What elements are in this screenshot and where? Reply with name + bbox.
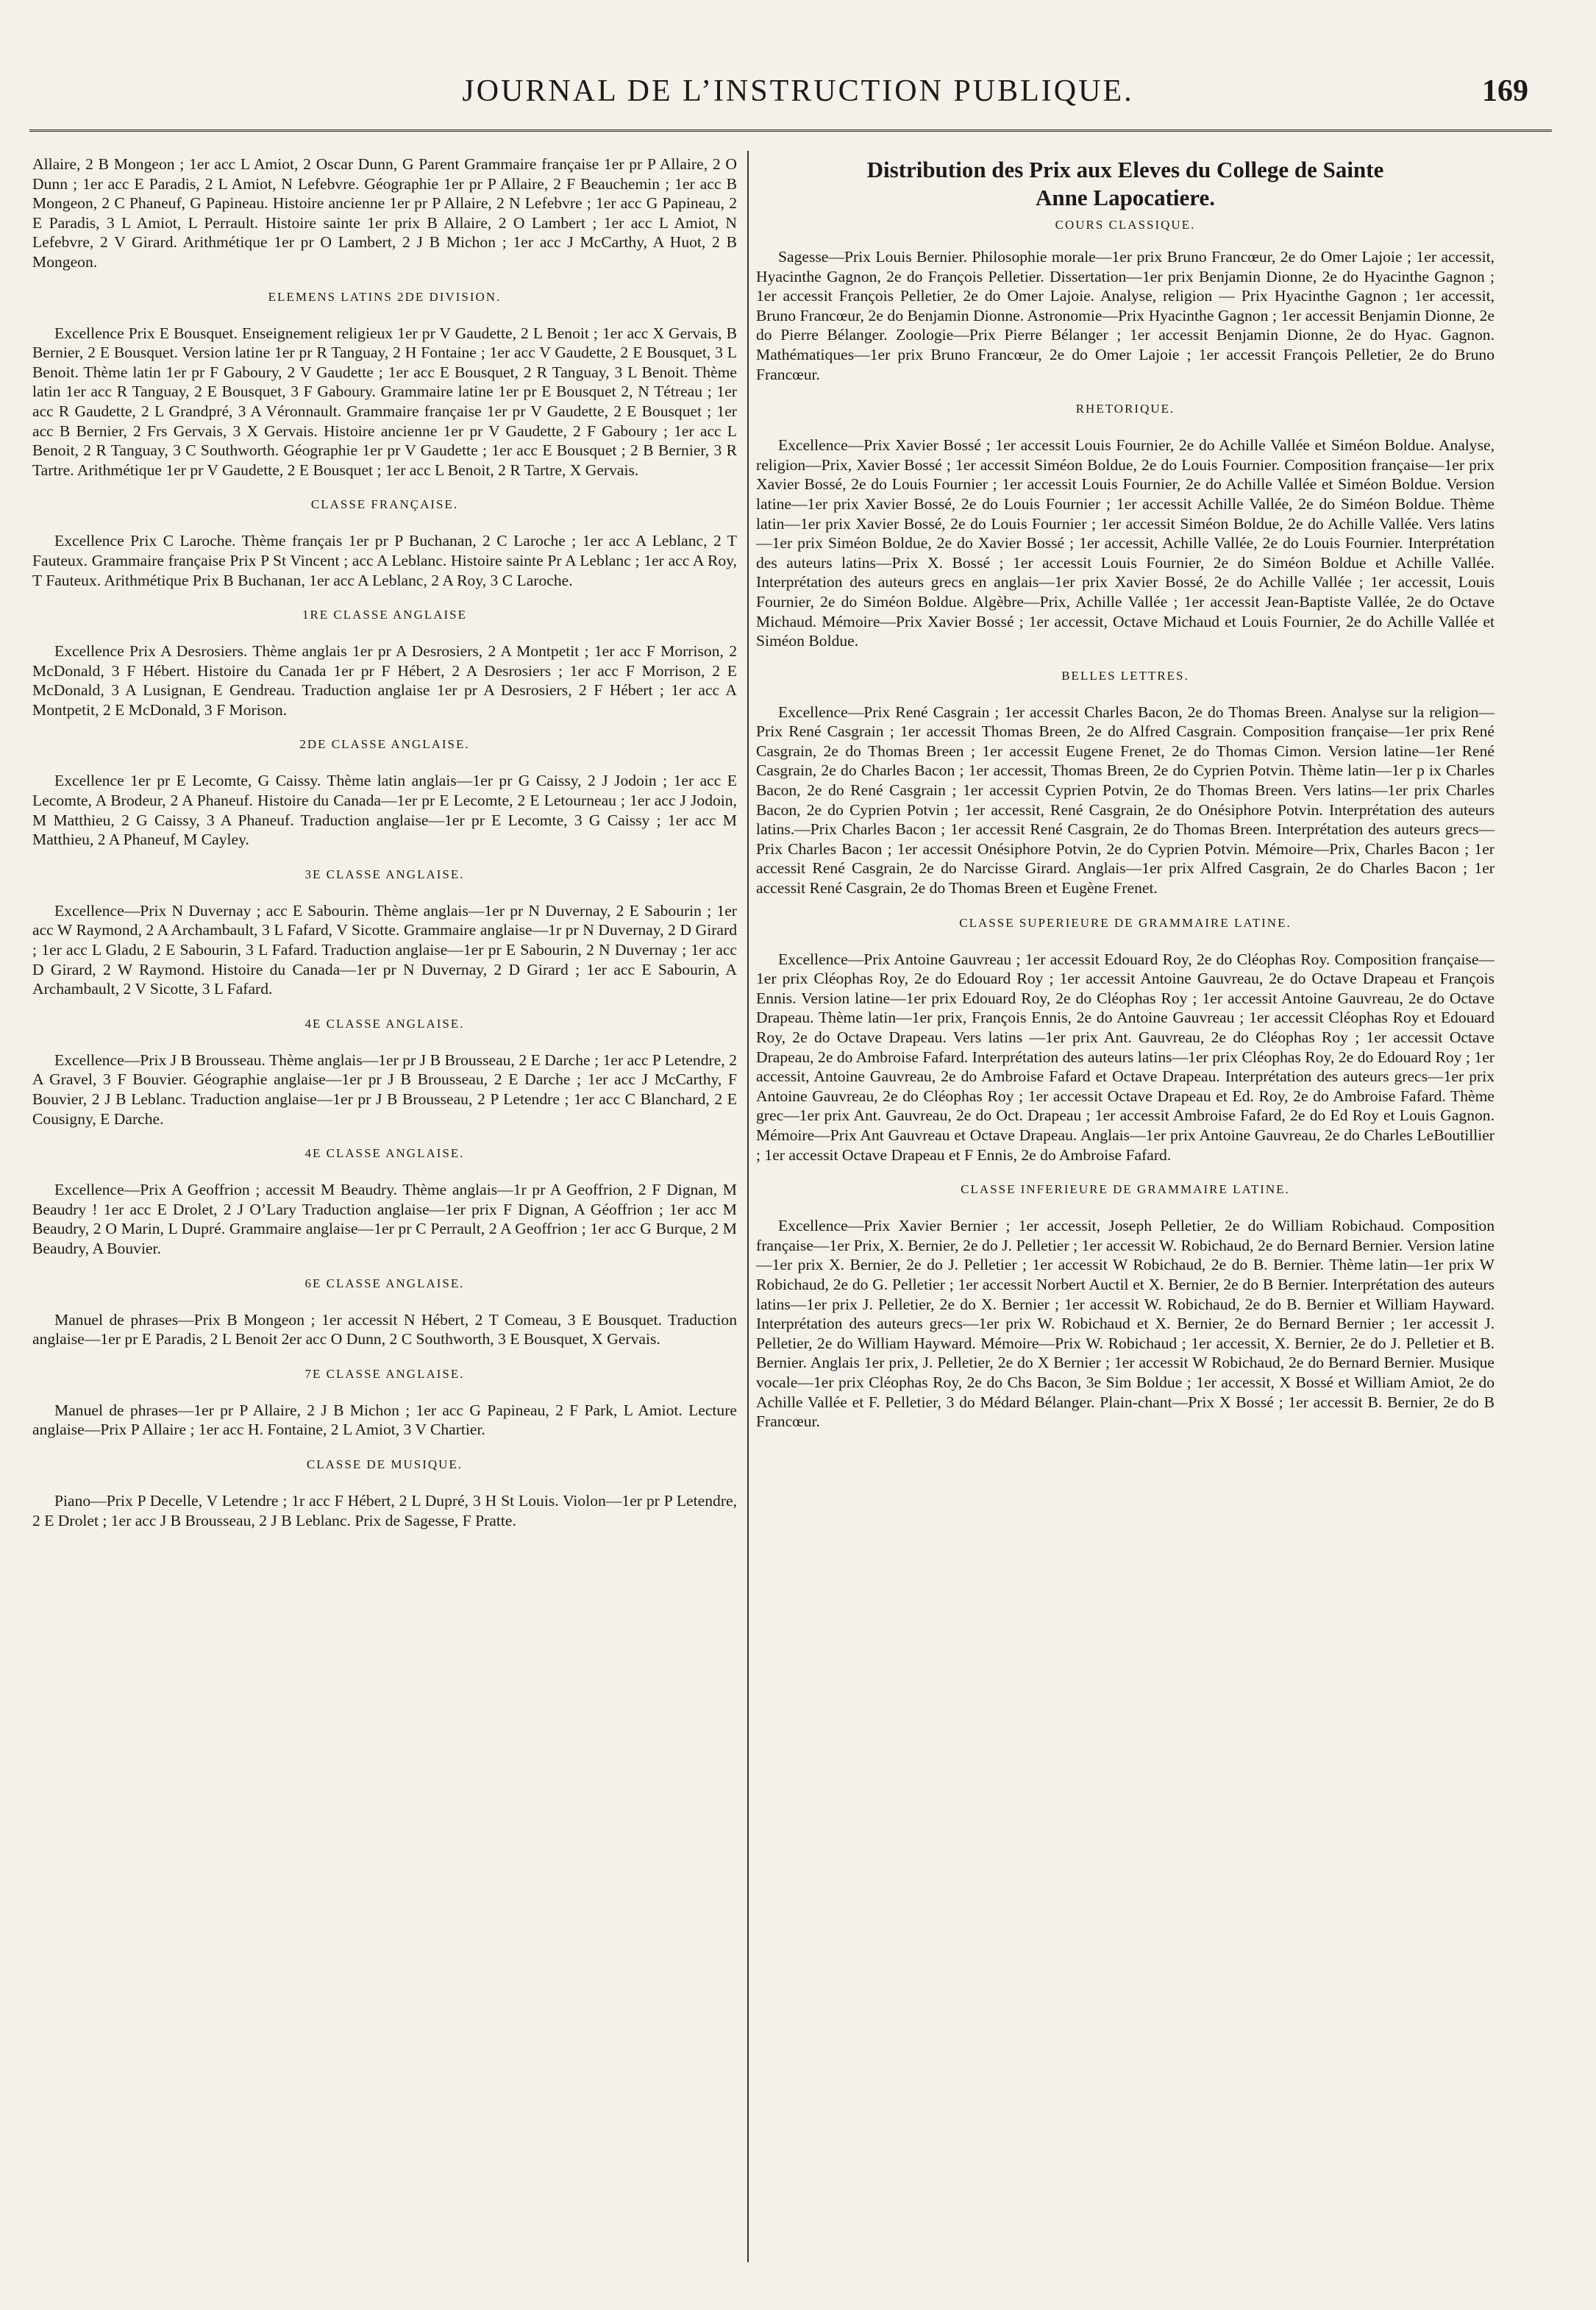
right-column (756, 154, 1495, 1432)
journal-title: JOURNAL DE L’INSTRUCTION PUBLIQUE. (462, 74, 1134, 108)
section-paragraph: Sagesse—Prix Louis Bernier. Philosophie morale—1er prix Bruno Francœur, 2e do Omer Lajoie ; 1er accessit, Hyacinthe Gagnon, 2e do François Pelletier. Dissertation—1er prix Benjamin Dionne, 2e do Hyacinthe Gagnon ; 1er accessit François Pelletier, 2e do Omer Lajoie. Analyse, religion — Prix Hyacinthe Gagnon ; 1er accessit, Bruno Francœur, 2e do Benjamin Dionne. Astronomie—Prix Hyacinthe Gagnon ; 1er accessit Benjamin Dionne, 2e do Pierre Bélanger. Zoologie—Prix Pierre Bélanger ; 1er accessit Benjamin Dionne, 2e do Hyac. Gagnon. Mathématiques—1er prix Bruno Francœur, 2e do Omer Lajoie ; 1er accessit François Pelletier, 2e do Bruno Francœur. (756, 248, 1495, 383)
section-paragraph: Excellence—Prix A Geoffrion ; accessit M Beaudry. Thème anglais—1r pr A Geoffrion, 2 F Dignan, M Beaudry ! 1er acc E Drolet, 2 J O’Lary Traduction anglaise—1er prix F Dignan, A Géoffrion ; 1er acc M Beaudry, 2 O Marin, L Dupré. Grammaire anglaise—1er pr C Perrault, 2 A Geoffrion ; 1er acc G Burque, 2 M Beaudry, A Bouvier. (32, 1181, 737, 1257)
section-heading: 4E CLASSE ANGLAISE. (304, 1016, 465, 1031)
section-paragraph: Excellence Prix E Bousquet. Enseignement religieux 1er pr V Gaudette, 2 L Benoit ; 1er acc X Gervais, B Bernier, 2 E Bousquet. Version latine 1er pr R Tanguay, 2 H Fontaine ; 1er acc V Gaudette, 2 E Bousquet, 3 L Benoit. Thème latin 1er pr F Gaboury, 2 V Gaudette ; 1er acc E Bousquet, 2 R Tanguay, 3 L Benoit. Thème latin 1er acc R Tanguay, 2 E Bousquet, 3 F Gaboury. Grammaire latine 1er pr E Bousquet 2, N Tétreau ; 1er acc R Gaudette, 2 L Grandpré, 3 A Véronnault. Grammaire française 1er pr V Gaudette, 2 E Bousquet ; 1er acc B Bernier, 2 Frs Gervais, 3 X Gervais. Histoire ancienne 1er pr V Gaudette, 2 F Gaboury ; 1er acc L Benoit, 2 R Tanguay, 3 C Southworth. Géographie 1er pr V Gaudette ; 1er acc E Bousquet ; 2 B Bernier, 3 R Tartre. Arithmétique 1er pr V Gaudette, 2 E Bousquet ; 1er acc L Benoit, 2 R Tartre, X Gervais. (32, 324, 737, 479)
section-heading: COURS CLASSIQUE. (1055, 218, 1196, 232)
header-rule (29, 129, 1552, 135)
section-heading: 6E CLASSE ANGLAISE. (304, 1276, 465, 1290)
continued-paragraph: Allaire, 2 B Mongeon ; 1er acc L Amiot, 2 Oscar Dunn, G Parent Grammaire française 1er pr P Allaire, 2 O Dunn ; 1er acc E Paradis, 2 L Amiot, N Lefebvre. Géographie 1er pr P Allaire, 2 F Beauchemin ; 1er acc B Mongeon, 2 C Phaneuf, G Papineau. Histoire ancienne 1er pr P Allaire, 2 N Lefebvre ; 1er acc G Papineau, 2 E Paradis, 3 L Amiot, L Perrault. Histoire sainte 1er prix B Allaire, 2 O Lambert ; 1er acc L Amiot, N Lefebvre, 2 V Girard. Arithmétique 1er pr O Lambert, 2 J B Michon ; 1er acc J McCarthy, A Huot, 2 B Mongeon. (32, 155, 737, 271)
page-number: 169 (1482, 74, 1528, 108)
section-paragraph: Excellence—Prix Antoine Gauvreau ; 1er accessit Edouard Roy, 2e do Cléophas Roy. Composition française—1er prix Cléophas Roy, 2e do Edouard Roy ; 1er accessit Antoine Gauvreau, 2e do Octave Drapeau et François Ennis. Version latine—1er prix Edouard Roy, 2e do Cléophas Roy ; 1er accessit Antoine Gauvreau, 2e do Octave Drapeau. Thème latin—1er prix, François Ennis, 2e do Antoine Gauvreau ; 1er accessit Cléophas Roy et Edouard Roy, 2e do Octave Drapeau. Vers latins —1er prix Ant. Gauvreau, 2e do Cléophas Roy ; 1er accessit Octave Drapeau, 2e do Ambroise Fafard. Interprétation des auteurs latins—1er prix Cléophas Roy, 2e do Edouard Roy ; 1er accessit, Antoine Gauvreau, 2e do Ambroise Fafard et Octave Drapeau. Interprétation des auteurs grecs—1er prix Antoine Gauvreau, 2e do Cléophas Roy ; 1er accessit Octave Drapeau et Ed. Roy, 2e do Ambroise Fafard. Thème grec—1er prix Ant. Gauvreau, 2e do Oct. Drapeau ; 1er accessit Ambroise Fafard, 2e do Ed Roy et Louis Gagnon. Mémoire—Prix Ant Gauvreau et Octave Drapeau. Anglais—1er prix Antoine Gauvreau, 2e do Charles LeBoutillier ; 1er accessit Octave Drapeau et F Ennis, 2e do Ambroise Fafard. (756, 950, 1495, 1164)
section-paragraph: Piano—Prix P Decelle, V Letendre ; 1r acc F Hébert, 2 L Dupré, 3 H St Louis. Violon—1er pr P Letendre, 2 E Drolet ; 1er acc J B Brousseau, 2 J B Leblanc. Prix de Sagesse, F Pratte. (32, 1491, 737, 1529)
section-paragraph: Manuel de phrases—Prix B Mongeon ; 1er accessit N Hébert, 2 T Comeau, 3 E Bousquet. Traduction anglaise—1er pr E Paradis, 2 L Benoit 2er acc O Dunn, 2 C Southworth, 3 E Bousquet, X Gervais. (32, 1310, 737, 1348)
section-heading: 7E CLASSE ANGLAISE. (304, 1366, 465, 1381)
section-paragraph: Excellence—Prix René Casgrain ; 1er accessit Charles Bacon, 2e do Thomas Breen. Analyse sur la religion—Prix René Casgrain ; 1er accessit Thomas Breen, 2e do Alfred Casgrain. Composition française—1er prix René Casgrain, 2e do Thomas Breen ; 1er accessit Eugene Frenet, 2e do Thomas Cimon. Version latine—1er René Casgrain, 2e do Charles Bacon ; 1er accessit, Thomas Breen, 2e do Cyprien Potvin. Thème latin—1er p ix Charles Bacon, 2e do René Casgrain ; 1er accessit Cyprien Potvin, 2e do Thomas Breen. Vers latins—1er prix Charles Bacon, 2e do Cyprien Potvin ; 1er accessit, René Casgrain, 2e do Onésiphore Potvin. Interprétation des auteurs latins.—Prix Charles Bacon ; 1er accessit René Casgrain, 2e do Thomas Breen. Interprétation des auteurs grecs—Prix Charles Bacon ; 1er accessit Onésiphore Potvin, 2e do Cyprien Potvin. Mémoire—Prix, Charles Bacon ; 1er accessit René Casgrain, 2e do Narcisse Girard. Anglais—1er prix Alfred Casgrain, 2e do Charles Bacon ; 1er accessit René Casgrain, 2e do Thomas Breen et Eugène Frenet. (756, 703, 1495, 898)
section-paragraph: Excellence Prix A Desrosiers. Thème anglais 1er pr A Desrosiers, 2 A Montpetit ; 1er acc F Morrison, 2 McDonald, 3 F Hébert. Histoire du Canada 1er pr F Hébert, 2 A Desrosiers ; 1er acc F Morrison, 2 E McDonald, 3 A Lusignan, E Gendreau. Traduction anglaise 1er pr A Desrosiers, 2 F Hébert ; 1er acc A Montpetit, 2 E McDonald, 3 F Morison. (32, 642, 737, 719)
section-heading: CLASSE FRANÇAISE. (310, 497, 459, 512)
section-heading: CLASSE DE MUSIQUE. (306, 1457, 463, 1471)
column-divider (747, 151, 749, 2262)
article-title: Distribution des Prix aux Eleves du College de Sainte (866, 157, 1384, 182)
section-heading: 3E CLASSE ANGLAISE. (304, 867, 465, 881)
section-paragraph: Excellence—Prix Xavier Bernier ; 1er accessit, Joseph Pelletier, 2e do William Robichaud. Composition française—1er Prix, X. Bernier, 2e do J. Pelletier ; 1er accessit W. Robichaud, 2e do Bernard Bernier. Version latine—1er prix X. Bernier, 2e do J. Pelletier ; 1er accessit W Robichaud, 2e do B. Bernier. Thème latin—1er prix W Robichaud, 2e do G. Pelletier ; 1er accessit Norbert Auctil et X. Bernier, 2e do B Bernier. Interprétation des auteurs latins—1er prix J. Pelletier, 2e do X. Bernier ; 1er accessit W. Robichaud, 2e do B. Bernier et William Hayward. Interprétation des auteurs grecs—1er prix W. Robichaud et X. Bernier, 2e do Bernard Bernier ; 1er accessit J. Pelletier, 2e do William Hayward. Mémoire—Prix W. Robichaud ; 1er accessit, X. Bernier, 2e do J. Pelletier et B. Bernier. Anglais 1er prix, J. Pelletier, 2e do X Bernier ; 1er accessit W Robichaud, 2e do Bernard Bernier. Musique vocale—1er prix Cléophas Roy, 2e do Chs Bacon, 3e Sim Boldue ; 1er accessit, X Bossé et William Amiot, 2e do Achille Vallée et F. Pelletier, 3 do Médard Bélanger. Plain-chant—Prix X Bossé ; 1er accessit B. Bernier, 2e do B Francœur. (756, 1217, 1495, 1431)
section-heading: CLASSE INFERIEURE DE GRAMMAIRE LATINE. (961, 1182, 1290, 1197)
section-heading: 2DE CLASSE ANGLAISE. (299, 737, 470, 752)
section-heading: CLASSE SUPERIEURE DE GRAMMAIRE LATINE. (959, 915, 1292, 930)
section-paragraph: Manuel de phrases—1er pr P Allaire, 2 J B Michon ; 1er acc G Papineau, 2 F Park, L Amiot. Lecture anglaise—Prix P Allaire ; 1er acc H. Fontaine, 2 L Amiot, 3 V Chartier. (32, 1401, 737, 1439)
page-header (29, 74, 1567, 118)
left-column (32, 154, 737, 1530)
section-heading: BELLES LETTRES. (1061, 668, 1189, 683)
section-paragraph: Excellence Prix C Laroche. Thème français 1er pr P Buchanan, 2 C Laroche ; 1er acc A Leblanc, 2 T Fauteux. Grammaire française Prix P St Vincent ; acc A Leblanc. Histoire sainte Pr A Leblanc ; 1er acc A Roy, T Fauteux. Arithmétique Prix B Buchanan, 1er acc A Leblanc, 2 A Roy, 3 C Laroche. (32, 532, 737, 589)
section-heading: 4E CLASSE ANGLAISE. (304, 1146, 465, 1161)
section-paragraph: Excellence—Prix N Duvernay ; acc E Sabourin. Thème anglais—1er pr N Duvernay, 2 E Sabourin ; 1er acc W Raymond, 2 A Archambault, 3 L Fafard, V Sicotte. Grammaire anglaise—1r pr N Duvernay, 2 D Girard ; 1er acc L Gladu, 2 E Sabourin, 3 L Fafard. Traduction anglaise—1er pr E Sabourin, 2 N Duvernay ; 1er acc D Girard, 2 W Raymond. Histoire du Canada—1er pr N Duvernay, 2 D Girard ; 1er acc E Sabourin, A Archambault, 2 V Sicotte, 3 L Fafard. (32, 901, 737, 998)
section-paragraph: Excellence 1er pr E Lecomte, G Caissy. Thème latin anglais—1er pr G Caissy, 2 J Jodoin ; 1er acc E Lecomte, A Brodeur, 2 A Phaneuf. Histoire du Canada—1er pr E Lecomte, 2 E Letourneau ; 1er acc J Jodoin, M Matthieu, 2 G Caissy, 3 A Phaneuf. Traduction anglaise—1er pr E Lecomte, 3 G Caissy ; 1er acc M Matthieu, 2 A Phaneuf, M Cayley. (32, 772, 737, 849)
section-paragraph: Excellence—Prix Xavier Bossé ; 1er accessit Louis Fournier, 2e do Achille Vallée et Siméon Boldue. Analyse, religion—Prix, Xavier Bossé ; 1er accessit Siméon Boldue, 2e do Louis Fournier. Composition française—1er prix Xavier Bossé, 2e do Louis Fournier ; 1er accessit Louis Fournier, 2e do Achille Vallée et Siméon Boldue. Version latine—1er prix Xavier Bossé, 2e do Louis Fournier ; 1er accessit Achille Vallée, 2e do Siméon Boldue. Thème latin—1er prix Xavier Bossé, 2e do Louis Fournier ; 1er accessit Siméon Boldue, 2e do Achille Vallée. Vers latins —1er prix Siméon Boldue, 2e do Xavier Bossé ; 1er accessit, Achille Vallée, 2e do Louis Fournier. Interprétation des auteurs latins—Prix X. Bossé ; 1er accessit Louis Fournier, 2e do Siméon Boldue et Achille Vallée. Interprétation des auteurs grecs en anglais—1er prix Xavier Bossé, 2e do Achille Vallée ; 1er accessit, Louis Fournier, 2e do Siméon Boldue. Algèbre—Prix, Achille Vallée ; 1er accessit Jean-Baptiste Vallée, 2e do Octave Michaud. Mémoire—Prix Xavier Bossé ; 1er accessit, Octave Michaud et Louis Fournier, 2e do Achille Vallée et Siméon Boldue. (756, 436, 1495, 650)
article-title-line2: Anne Lapocatiere. (1036, 185, 1215, 210)
section-paragraph: Excellence—Prix J B Brousseau. Thème anglais—1er pr J B Brousseau, 2 E Darche ; 1er acc P Letendre, 2 A Gravel, 3 F Bouvier. Géographie anglaise—1er pr J B Brousseau, 2 E Darche ; 1er acc J McCarthy, F Bouvier, 2 J B Leblanc. Traduction anglaise—1er pr J B Brousseau, 2 P Letendre ; 1er acc C Blanchard, 2 E Cousigny, E Darche. (32, 1051, 737, 1128)
section-heading: 1RE CLASSE ANGLAISE (302, 608, 468, 622)
section-heading: ELEMENS LATINS 2DE DIVISION. (268, 289, 502, 304)
section-heading: RHETORIQUE. (1075, 402, 1175, 416)
